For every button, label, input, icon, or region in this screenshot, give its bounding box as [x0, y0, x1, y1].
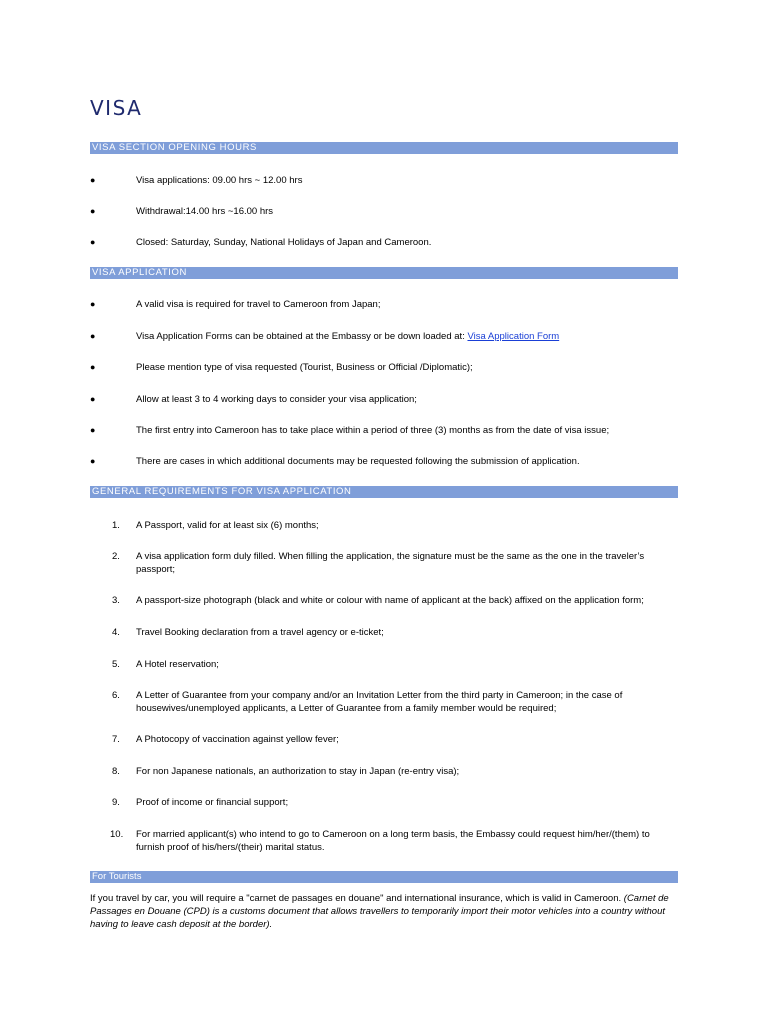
- tourists-note: (Carnet de Passages en Douane (CPD) is a customs document that allows travellers to temporarily import their motor vehicles into a country without having to leave cash deposit at the border).: [90, 893, 669, 930]
- application-form-text: Visa Application Forms can be obtained at the Embassy or be down loaded at:: [136, 331, 465, 342]
- section-heading-general-requirements: GENERAL REQUIREMENTS FOR VISA APPLICATION: [90, 486, 678, 498]
- tourists-text: If you travel by car, you will require a "carnet de passages en douane" and international insurance, which is valid in Cameroon.: [90, 893, 622, 904]
- bullet-icon: ●: [90, 206, 96, 216]
- bullet-icon: ●: [90, 394, 96, 404]
- bullet-icon: ●: [90, 362, 96, 372]
- bullet-icon: ●: [90, 237, 96, 247]
- bullet-icon: ●: [90, 331, 96, 341]
- page-title: VISA: [90, 96, 143, 120]
- bullet-icon: ●: [90, 299, 96, 309]
- bullet-icon: ●: [90, 175, 96, 185]
- section-heading-visa-application: VISA APPLICATION: [90, 267, 678, 279]
- visa-application-form-link[interactable]: Visa Application Form: [467, 331, 560, 342]
- bullet-icon: ●: [90, 456, 96, 466]
- document-page: VISA VISA SECTION OPENING HOURS ● Visa applications: 09.00 hrs ~ 12.00 hrs ● Withdrawal:14.00 hrs ~16.00 hrs ● Closed: Saturday, Sunday, National Holidays of Japan and Cameroon. VISA APPLICATION ● A valid visa is required for travel to Cameroon from Japan; ● Visa Application Forms can be obtained at the Embassy or be down loaded at: Visa Application Form ● Please mention type of visa requested (Tourist, Business or Official /Diplomatic); ● Allow at least 3 to 4 working days to consider your visa application; ● The first entry into Cameroon has to take place within a period of three (3) months as from the date of visa issue; ● There are cases in which additional documents may be requested following the submission of application. GENERAL REQUIREMENTS FOR VISA APPLICATION 1. A Passport, valid for at least six (6) months; 2. A visa application form duly filled. When filling the application, the signature must be the same as the one in the traveler’s passport; 3. A passport-size photograph (black and white or colour with name of applicant at the back) affixed on the application form; 4. Travel Booking declaration from a travel agency or e-ticket; 5. A Hotel reservation; 6. A Letter of Guarantee from your company and/or an Invitation Letter from the third party in Cameroon; in the case of housewives/unemployed applicants, a Letter of Guarantee from a family member would be required; 7. A Photocopy of vaccination against yellow fever; 8. For non Japanese nationals, an authorization to stay in Japan (re-entry visa); 9. Proof of income or financial support; 10. For married applicant(s) who intend to go to Cameroon on a long term basis, the Embassy could request him/her/(them) to furnish proof of his/hers/(their) marital status. For Tourists If you travel by car, you will require a "carnet de passages en douane" and international insurance, which is valid in Cameroon. (Carnet de Passages en Douane (CPD) is a customs document that allows travellers to temporarily import their motor vehicles into a country without having to leave cash deposit at the border).: [90, 0, 678, 1024]
- section-heading-opening-hours: VISA SECTION OPENING HOURS: [90, 142, 678, 154]
- bullet-icon: ●: [90, 425, 96, 435]
- section-heading-for-tourists: For Tourists: [90, 871, 678, 883]
- tourists-paragraph: [90, 892, 678, 931]
